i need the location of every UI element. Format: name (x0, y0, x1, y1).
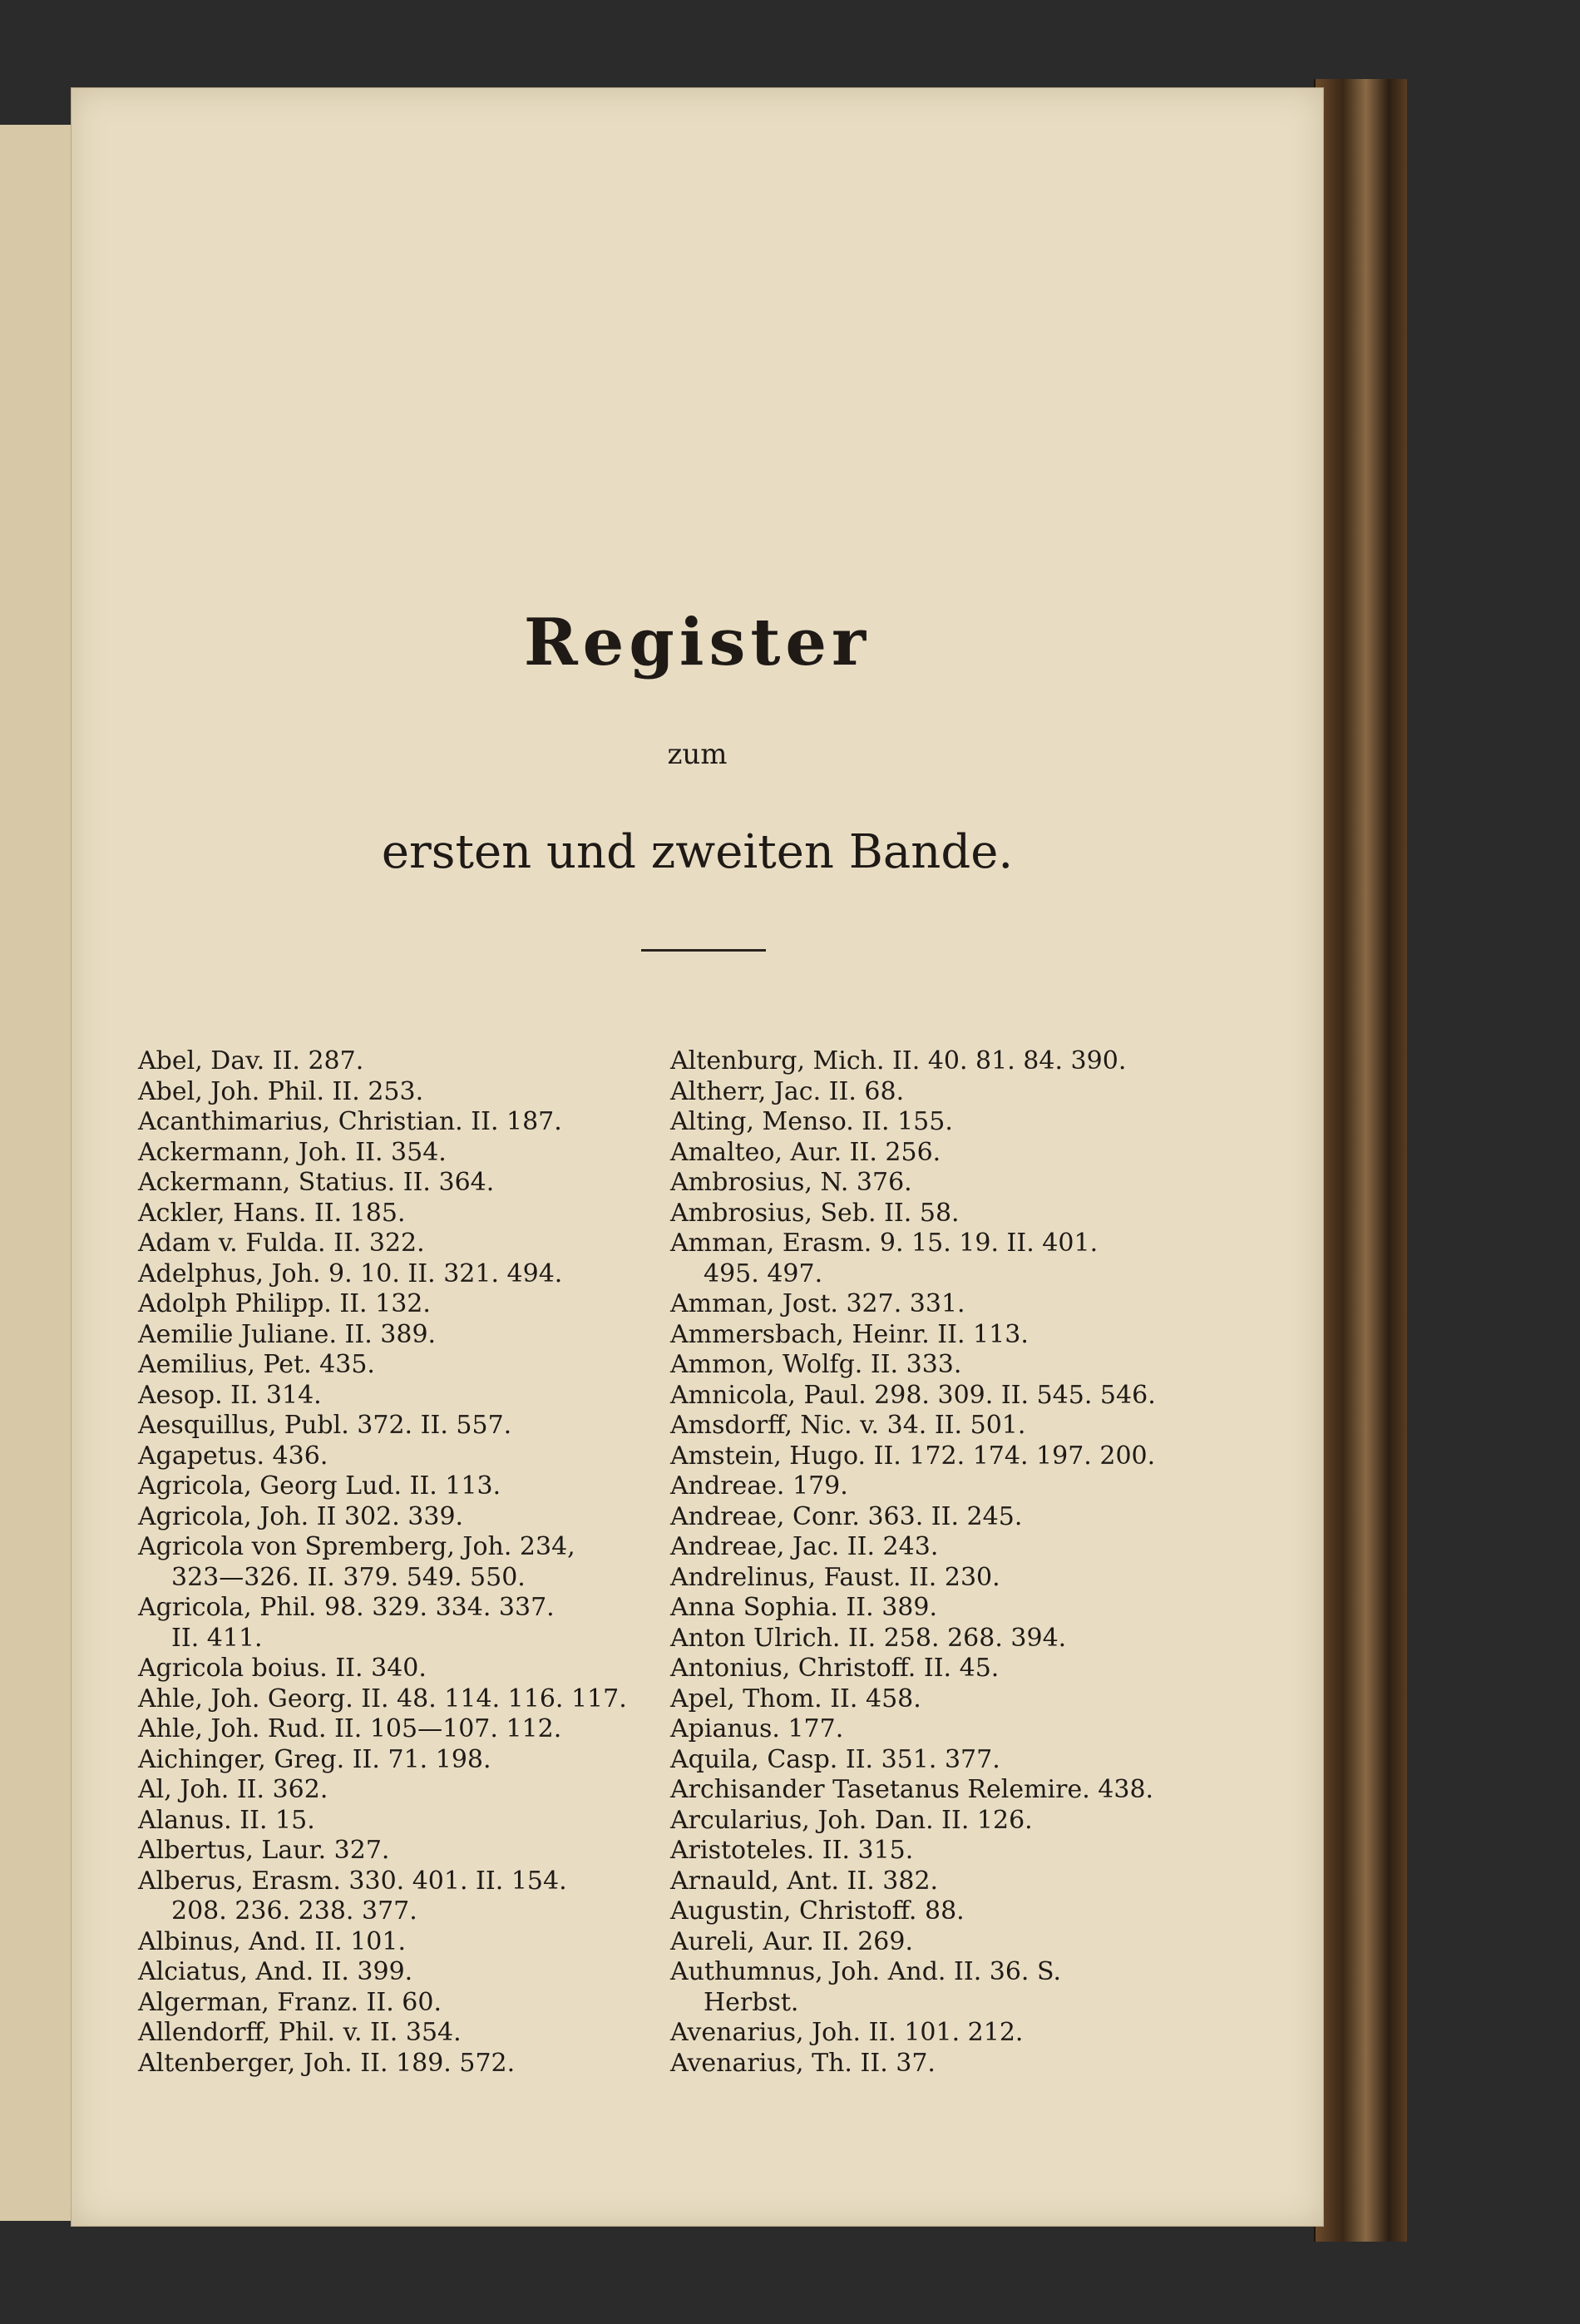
index-entry: Ammersbach, Heinr. II. 113. (670, 1319, 1029, 1349)
index-column-right (670, 1046, 1202, 2079)
index-entry: Ammon, Wolfg. II. 333. (670, 1350, 962, 1379)
index-entry: Amman, Erasm. 9. 15. 19. II. 401. (670, 1229, 1099, 1258)
index-entry: Acanthimarius, Christian. II. 187. (138, 1107, 562, 1136)
index-entry: Amnicola, Paul. 298. 309. II. 545. 546. (670, 1380, 1156, 1410)
index-column-left (138, 1046, 670, 2079)
index-entry: Alciatus, And. II. 399. (138, 1957, 413, 1986)
index-entry: Amsdorff, Nic. v. 34. II. 501. (670, 1411, 1026, 1440)
index-entry: Adelphus, Joh. 9. 10. II. 321. 494. (138, 1258, 563, 1288)
index-entry: Aemilie Juliane. II. 389. (138, 1319, 437, 1349)
index-entry: Ackermann, Joh. II. 354. (138, 1137, 447, 1167)
index-entry: Apel, Thom. II. 458. (670, 1684, 921, 1713)
book-binding (1314, 79, 1407, 2242)
index-entry-continuation: 208. 236. 238. 377. (171, 1896, 417, 1926)
book-page (71, 87, 1324, 2227)
index-entry: Agricola, Joh. II 302. 339. (138, 1501, 464, 1531)
index-entry: Antonius, Christoff. II. 45. (670, 1654, 1000, 1683)
index-entry: Archisander Tasetanus Relemire. 438. (670, 1775, 1154, 1804)
divider-rule (641, 949, 766, 952)
index-entry: Albertus, Laur. 327. (138, 1836, 390, 1865)
page-subtitle: zum (667, 737, 728, 771)
index-entry: Andreae, Conr. 363. II. 245. (670, 1501, 1023, 1531)
index-entry: Adolph Philipp. II. 132. (138, 1289, 431, 1318)
volume-line: ersten und zweiten Bande. (381, 824, 1014, 879)
index-entry: Alberus, Erasm. 330. 401. II. 154. (138, 1866, 567, 1896)
index-entry-continuation: Herbst. (704, 1987, 799, 2017)
index-entry: Apianus. 177. (670, 1714, 844, 1743)
index-entry: Ambrosius, Seb. II. 58. (670, 1198, 960, 1228)
index-entry: Allendorff, Phil. v. II. 354. (138, 2018, 462, 2047)
index-entry: Agricola, Phil. 98. 329. 334. 337. (138, 1593, 555, 1622)
index-entry: Amalteo, Aur. II. 256. (670, 1137, 941, 1167)
index-entry: Aureli, Aur. II. 269. (670, 1926, 914, 1956)
index-entry: Ahle, Joh. Georg. II. 48. 114. 116. 117. (138, 1684, 627, 1713)
index-entry: Arcularius, Joh. Dan. II. 126. (670, 1805, 1033, 1835)
index-entry: Andreae, Jac. II. 243. (670, 1532, 939, 1561)
index-entry: Augustin, Christoff. 88. (670, 1896, 965, 1926)
index-entry: Ackler, Hans. II. 185. (138, 1198, 406, 1228)
index-entry: Abel, Joh. Phil. II. 253. (138, 1076, 424, 1106)
index-entry: Adam v. Fulda. II. 322. (138, 1229, 425, 1258)
index-entry: Albinus, And. II. 101. (138, 1926, 407, 1956)
index-entry: Amstein, Hugo. II. 172. 174. 197. 200. (670, 1441, 1156, 1471)
index-entry: Aesquillus, Publ. 372. II. 557. (138, 1411, 512, 1440)
page-header (72, 604, 1323, 878)
index-entry: Aemilius, Pet. 435. (138, 1350, 375, 1379)
index-entry: Avenarius, Joh. II. 101. 212. (670, 2018, 1024, 2047)
index-entry: Aristoteles. II. 315. (670, 1836, 914, 1865)
index-entry: Ackermann, Statius. II. 364. (138, 1168, 495, 1197)
index-entry: Agricola, Georg Lud. II. 113. (138, 1471, 501, 1501)
index-entry: Alting, Menso. II. 155. (670, 1107, 953, 1136)
index-entry: Agapetus. 436. (138, 1441, 328, 1471)
index-entry: Ambrosius, N. 376. (670, 1168, 912, 1197)
index-entry: Andreae. 179. (670, 1471, 848, 1501)
index-entry-continuation: II. 411. (171, 1623, 263, 1653)
index-entry: Altenberger, Joh. II. 189. 572. (138, 2048, 516, 2078)
index-entry: Anna Sophia. II. 389. (670, 1593, 937, 1622)
index-entry: Anton Ulrich. II. 258. 268. 394. (670, 1623, 1067, 1653)
index-entry: Agricola boius. II. 340. (138, 1654, 427, 1683)
index-entry: Avenarius, Th. II. 37. (670, 2048, 936, 2078)
index-entry: Aquila, Casp. II. 351. 377. (670, 1744, 1000, 1774)
page-title: Register (523, 605, 871, 680)
index-entry: Authumnus, Joh. And. II. 36. S. (670, 1957, 1062, 1986)
index-entry: Altherr, Jac. II. 68. (670, 1076, 905, 1106)
index-entry: Al, Joh. II. 362. (138, 1775, 328, 1804)
index-entry: Ahle, Joh. Rud. II. 105—107. 112. (138, 1714, 562, 1743)
index-entry: Altenburg, Mich. II. 40. 81. 84. 390. (670, 1046, 1127, 1075)
index-entry-continuation: 495. 497. (704, 1258, 823, 1288)
index-entry: Algerman, Franz. II. 60. (138, 1987, 442, 2017)
index-entry-continuation: 323—326. II. 379. 549. 550. (171, 1562, 526, 1592)
index-entry: Andrelinus, Faust. II. 230. (670, 1562, 1000, 1592)
index-entry: Arnauld, Ant. II. 382. (670, 1866, 939, 1896)
index-entry: Alanus. II. 15. (138, 1805, 315, 1835)
index-entry: Amman, Jost. 327. 331. (670, 1289, 965, 1318)
index-entry: Aichinger, Greg. II. 71. 198. (138, 1744, 491, 1774)
index-entry: Agricola von Spremberg, Joh. 234, (138, 1532, 575, 1561)
index-entry: Aesop. II. 314. (138, 1380, 322, 1410)
index-entry: Abel, Dav. II. 287. (138, 1046, 364, 1075)
